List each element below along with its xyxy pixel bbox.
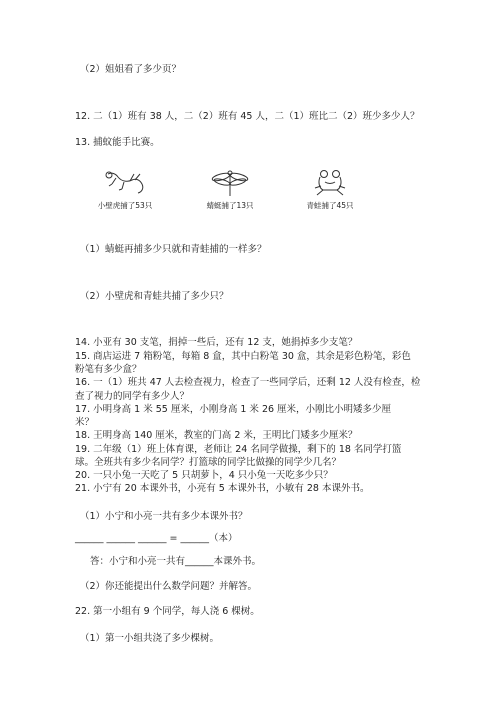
question-16-line2: 查了视力的同学有多少人？	[75, 391, 190, 402]
frog-caption: 青蛙捕了45只	[306, 201, 354, 210]
question-16-line1: 16. 一（1）班共 47 人去检查视力，检查了一些同学后，还剩 12 人没有检查，检	[75, 377, 421, 388]
gecko-icon	[102, 168, 148, 198]
dragonfly-caption: 蜻蜓捕了13只	[206, 201, 254, 210]
frog-figure	[285, 168, 375, 211]
question-15-line1: 15. 商店运进 7 箱粉笔，每箱 8 盒，其中白粉笔 30 盒，其余是彩色粉笔，彩色	[75, 351, 411, 362]
question-15-line2: 粉笔有多少盒？	[75, 364, 142, 375]
question-22: 22. 第一小组有 9 个同学，每人浇 6 棵树。	[75, 606, 260, 617]
contest-figures	[80, 168, 380, 218]
gecko-caption: 小壁虎捕了53只	[97, 201, 153, 210]
question-20: 20. 一只小兔一天吃了 5 只胡萝卜，4 只小兔一天吃多少只？	[75, 470, 333, 481]
q13-part2: （2）小壁虎和青蛙共捕了多少只？	[80, 291, 229, 302]
question-18: 18. 王明身高 140 厘米，教室的门高 2 米，王明比门矮多少厘米？	[75, 430, 358, 441]
question-17-line2: 米？	[75, 417, 95, 428]
gecko-figure	[80, 168, 170, 211]
question-21: 21. 小宁有 20 本课外书，小亮有 5 本课外书，小敏有 28 本课外书。	[75, 483, 370, 494]
q22-part1: （1）第一小组共浇了多少棵树。	[80, 633, 220, 644]
q13-part1: （1）蜻蜓再捕多少只就和青蛙捕的一样多？	[80, 244, 267, 255]
dragonfly-figure	[185, 168, 275, 211]
q21-answer: 答：小宁和小亮一共有______本课外书。	[90, 556, 262, 567]
q21-equation: ______ ______ ______ = ______（本）	[75, 533, 238, 544]
q21-part2: （2）你还能提出什么数学问题？并解答。	[80, 581, 258, 592]
dragonfly-icon	[210, 168, 250, 198]
question-17-line1: 17. 小明身高 1 米 55 厘米，小刚身高 1 米 26 厘米，小刚比小明矮多少厘	[75, 404, 392, 415]
question-14: 14. 小亚有 30 支笔，捐掉一些后，还有 12 支，她捐掉多少支笔？	[75, 337, 358, 348]
question-13-title: 13. 捕蚊能手比赛。	[75, 137, 160, 148]
question-19-line1: 19. 二年级（1）班上体育课，老师让 24 名同学做操，剩下的 18 名同学打篮	[75, 444, 402, 455]
question-12: 12. 二（1）班有 38 人，二（2）班有 45 人，二（1）班比二（2）班少多少人？	[75, 111, 420, 122]
q21-part1: （1）小宁和小亮一共有多少本课外书？	[80, 511, 248, 522]
question-19-line2: 球。全班共有多少名同学？打篮球的同学比做操的同学少几名？	[75, 457, 342, 468]
q11-part2: （2）姐姐看了多少页？	[80, 64, 182, 75]
frog-icon	[310, 168, 350, 198]
